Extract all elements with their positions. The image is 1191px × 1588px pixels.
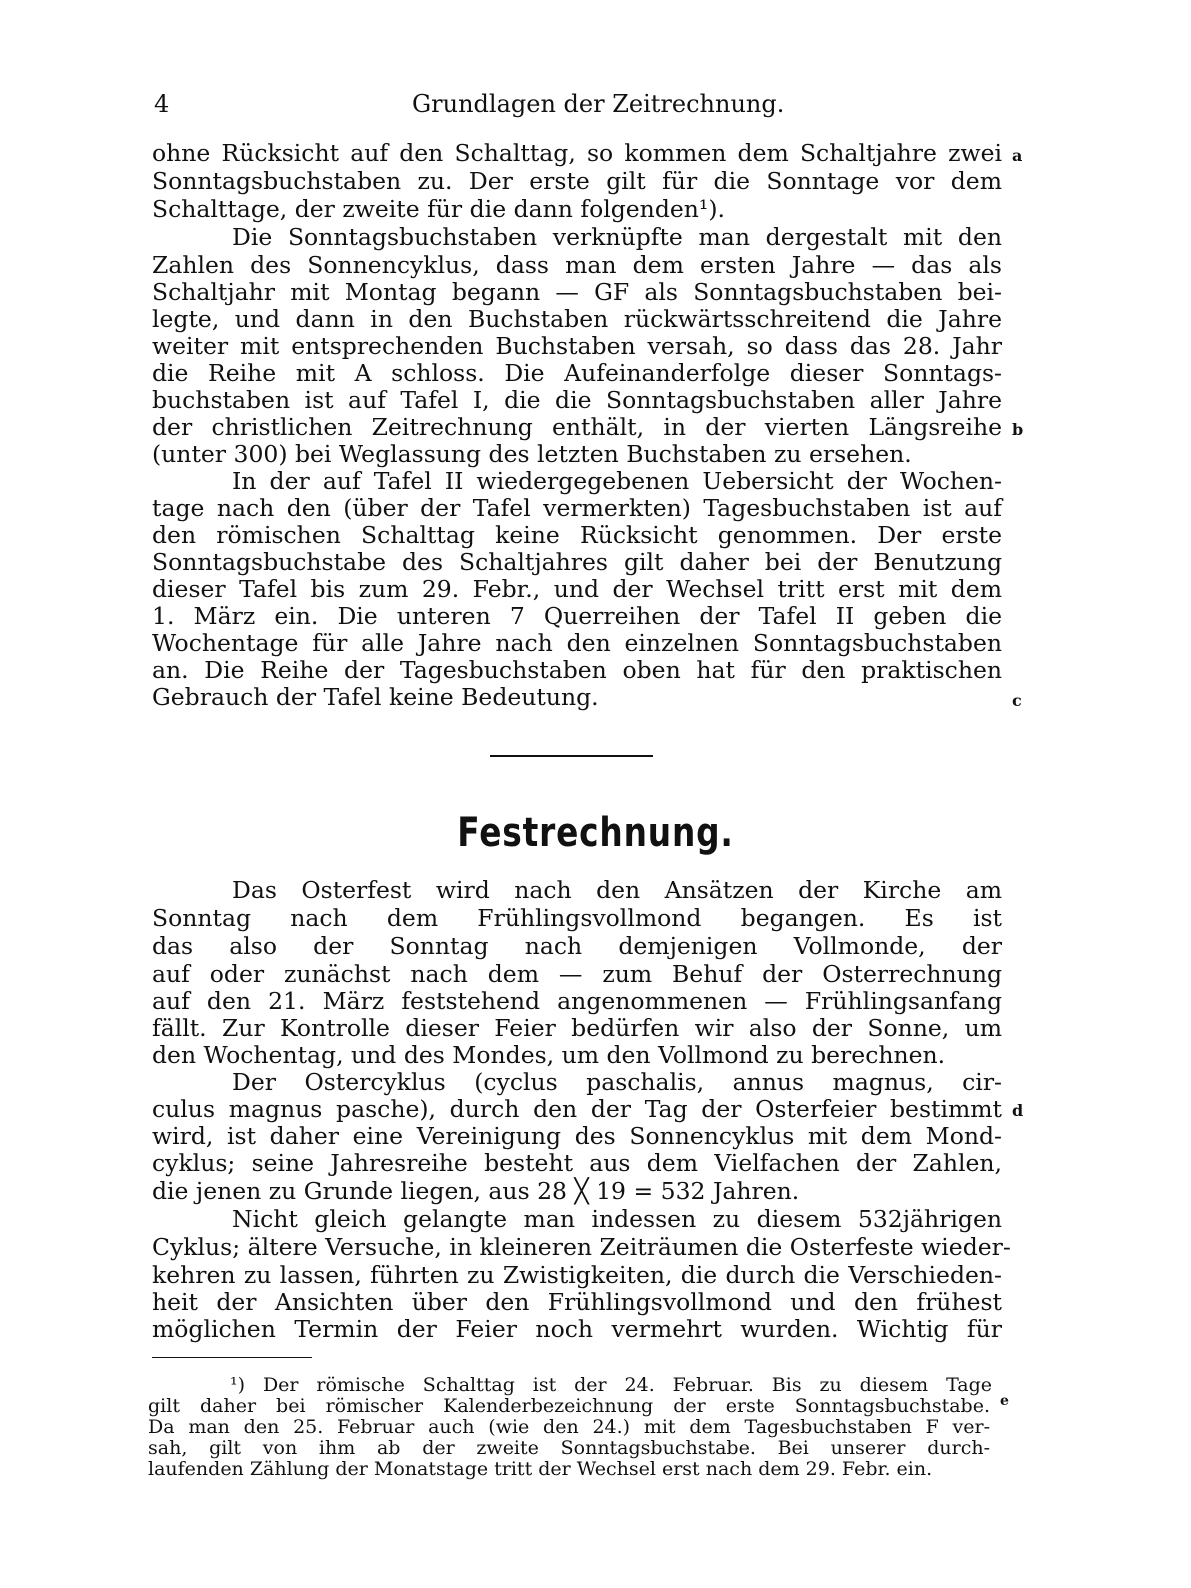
text-line: Schalttage, der zweite für die dann folgenden¹). [152,195,725,223]
text-line: das also der Sonntag nach demjenigen Vollmonde, der [152,932,1002,960]
text-line: weiter mit entsprechenden Buchstaben versah, so dass das 28. Jahr [152,332,1002,360]
text-line: Sonntagsbuchstabe des Schaltjahres gilt daher bei der Benutzung [152,548,1002,576]
text-line: Die Sonntagsbuchstaben verknüpfte man dergestalt mit den [232,223,1002,251]
text-line: legte, und dann in den Buchstaben rückwärtsschreitend die Jahre [152,305,1002,333]
margin-mark: b [1012,420,1024,439]
text-line: Das Osterfest wird nach den Ansätzen der Kirche am [232,876,1002,904]
text-line: (unter 300) bei Weglassung des letzten Buchstaben zu ersehen. [152,440,912,468]
text-line: Wochentage für alle Jahre nach den einzelnen Sonntagsbuchstaben [152,629,1002,657]
text-line: buchstaben ist auf Tafel I, die die Sonntagsbuchstaben aller Jahre [152,386,1002,414]
running-title: Grundlagen der Zeitrechnung. [412,90,785,118]
margin-mark: e [1000,1393,1009,1409]
text-line: Zahlen des Sonnencyklus, dass man dem ersten Jahre — das als [152,251,1002,279]
footnote-line: Da man den 25. Februar auch (wie den 24.) mit dem Tagesbuchstaben F ver- [148,1416,990,1438]
text-line: die jenen zu Grunde liegen, aus 28 ╳ 19 = 532 Jahren. [152,1177,800,1205]
text-line: Cyklus; ältere Versuche, in kleineren Zeiträumen die Osterfeste wieder- [152,1233,1011,1261]
text-line: auf oder zunächst nach dem — zum Behuf der Osterrechnung [152,960,1002,988]
text-line: cyklus; seine Jahresreihe besteht aus dem Vielfachen der Zahlen, [152,1149,1002,1177]
text-line: heit der Ansichten über den Frühlingsvollmond und den frühest [152,1288,1002,1316]
text-line: Sonntagsbuchstaben zu. Der erste gilt für die Sonntage vor dem [152,167,1002,195]
text-line: auf den 21. März feststehend angenommenen — Frühlingsanfang [152,987,1002,1015]
text-line: ohne Rücksicht auf den Schalttag, so kommen dem Schaltjahre zwei [152,139,1002,167]
page-number: 4 [154,90,170,118]
footnote-line: laufenden Zählung der Monatstage tritt der Wechsel erst nach dem 29. Febr. ein. [148,1458,933,1480]
margin-mark: d [1012,1101,1024,1120]
text-line: kehren zu lassen, führten zu Zwistigkeiten, die durch die Verschieden- [152,1261,1002,1289]
margin-mark: c [1012,691,1022,710]
text-line: dieser Tafel bis zum 29. Febr., und der Wechsel tritt erst mit dem [152,575,1002,603]
text-line: culus magnus pasche), durch den der Tag der Osterfeier bestimmt [152,1095,1002,1123]
text-line: an. Die Reihe der Tagesbuchstaben oben hat für den praktischen [152,656,1002,684]
section-title: Festrechnung. [457,810,734,856]
footnote-rule [152,1357,312,1358]
text-line: Sonntag nach dem Frühlingsvollmond begangen. Es ist [152,904,1002,932]
margin-mark: a [1012,146,1023,165]
text-line: der christlichen Zeitrechnung enthält, in der vierten Längsreihe [152,413,1002,441]
text-line: wird, ist daher eine Vereinigung des Sonnencyklus mit dem Mond- [152,1122,1002,1150]
section-separator [490,755,653,757]
text-line: Nicht gleich gelangte man indessen zu diesem 532jährigen [232,1205,1002,1233]
page-header [150,90,1010,124]
text-line: tage nach den (über der Tafel vermerkten) Tagesbuchstaben ist auf [152,494,1002,522]
text-line: fällt. Zur Kontrolle dieser Feier bedürfen wir also der Sonne, um [152,1014,1002,1042]
footnote-line: sah, gilt von ihm ab der zweite Sonntagsbuchstabe. Bei unserer durch- [148,1437,990,1459]
footnote-line: gilt daher bei römischer Kalenderbezeichnung der erste Sonntagsbuchstabe. [148,1395,990,1417]
text-line: Gebrauch der Tafel keine Bedeutung. [152,683,599,711]
text-line: In der auf Tafel II wiedergegebenen Uebersicht der Wochen- [232,467,1002,495]
text-line: Der Ostercyklus (cyclus paschalis, annus magnus, cir- [232,1068,1002,1096]
footnote-line: ¹) Der römische Schalttag ist der 24. Februar. Bis zu diesem Tage [230,1374,992,1396]
text-line: den römischen Schalttag keine Rücksicht genommen. Der erste [152,521,1002,549]
text-line: den Wochentag, und des Mondes, um den Vollmond zu berechnen. [152,1041,946,1069]
text-line: möglichen Termin der Feier noch vermehrt wurden. Wichtig für [152,1315,1002,1343]
text-line: Schaltjahr mit Montag begann — GF als Sonntagsbuchstaben bei- [152,278,1002,306]
text-line: die Reihe mit A schloss. Die Aufeinanderfolge dieser Sonntags- [152,359,1002,387]
text-line: 1. März ein. Die unteren 7 Querreihen der Tafel II geben die [152,602,1002,630]
